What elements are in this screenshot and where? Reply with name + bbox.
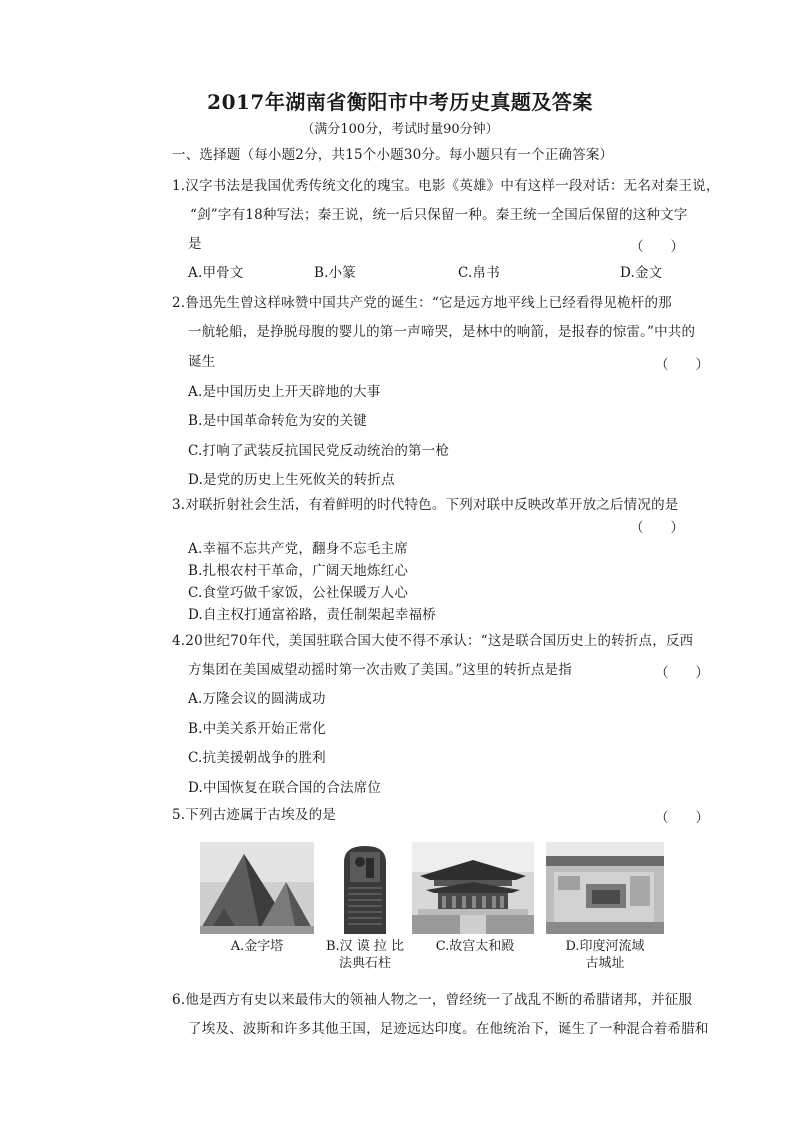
pyramids-image	[200, 842, 314, 934]
section-heading: 一、选择题（每小题2分，共15个小题30分。每小题只有一个正确答案）	[172, 147, 614, 163]
taihe-hall-image	[412, 842, 534, 934]
q4-option-a: A.万隆会议的圆满成功	[188, 691, 326, 707]
caption-b-line1: B.汉 谟 拉 比	[325, 939, 405, 954]
q3-option-d: D.自主权打通富裕路，责任制架起幸福桥	[188, 607, 436, 623]
q2-option-d: D.是党的历史上生死攸关的转折点	[188, 472, 395, 488]
q5-answer-paren: （ ）	[655, 810, 709, 826]
q6-line1: 6.他是西方有史以来最伟大的领袖人物之一，曾经统一了战乱不断的希腊诸邦，并征服	[172, 992, 693, 1008]
q1-line3: 是	[188, 236, 202, 252]
q2-option-c: C.打响了武装反抗国民党反动统治的第一枪	[188, 443, 450, 459]
q2-line2: 一航轮船，是挣脱母腹的婴儿的第一声啼哭，是林中的响箭，是报春的惊雷。”中共的	[188, 324, 696, 340]
q1-line2: “剑”字有18种写法；秦王说，统一后只保留一种。秦王统一全国后保留的这种文字	[190, 207, 688, 223]
q2-line1: 2.鲁迅先生曾这样咏赞中国共产党的诞生：“它是远方地平线上已经看得见桅杆的那	[172, 295, 672, 311]
caption-d-line2: 古城址	[585, 956, 625, 971]
q4-option-d: D.中国恢复在联合国的合法席位	[188, 780, 382, 796]
q1-option-b: B.小篆	[314, 265, 357, 281]
q3-option-b: B.扎根农村干革命，广阔天地炼红心	[188, 563, 409, 579]
q2-option-a: A.是中国历史上开天辟地的大事	[188, 384, 381, 400]
q2-answer-paren: （ ）	[655, 357, 709, 373]
caption-b-line2: 法典石柱	[338, 956, 391, 971]
indus-ruins-image	[546, 842, 664, 934]
caption-d-line1: D.印度河流域	[565, 939, 645, 954]
q1-option-d: D.金文	[620, 265, 663, 281]
q4-line2: 方集团在美国威望动摇时第一次击败了美国。”这里的转折点是指	[188, 662, 572, 678]
hammurabi-stele-image	[330, 842, 400, 934]
q3-option-a: A.幸福不忘共产党，翻身不忘毛主席	[188, 541, 408, 557]
q1-line1: 1.汉字书法是我国优秀传统文化的瑰宝。电影《英雄》中有这样一段对话：无名对秦王说，	[172, 178, 720, 194]
page-title: 2017年湖南省衡阳市中考历史真题及答案	[207, 90, 593, 114]
q2-option-b: B.是中国革命转危为安的关键	[188, 413, 368, 429]
caption-c: C.故宫太和殿	[435, 939, 515, 954]
caption-a: A.金字塔	[230, 939, 284, 954]
q1-option-c: C.帛书	[458, 265, 500, 281]
q6-line2: 了埃及、波斯和许多其他王国，足迹远达印度。在他统治下，诞生了一种混合着希腊和	[188, 1021, 709, 1037]
q3-answer-paren: （ ）	[630, 520, 684, 536]
q5-line1: 5.下列古迹属于古埃及的是	[172, 807, 336, 823]
q3-option-c: C.食堂巧做千家饭，公社保暖万人心	[188, 585, 409, 601]
q4-option-b: B.中美关系开始正常化	[188, 721, 326, 737]
q4-answer-paren: （ ）	[655, 665, 709, 681]
q1-answer-paren: （ ）	[630, 239, 684, 255]
q4-line1: 4.20世纪70年代，美国驻联合国大使不得不承认：“这是联合国历史上的转折点，反西	[172, 633, 694, 649]
page-subtitle: （满分100分，考试时量90分钟）	[301, 122, 499, 137]
q1-option-a: A.甲骨文	[188, 265, 244, 281]
q3-line1: 3.对联折射社会生活，有着鲜明的时代特色。下列对联中反映改革开放之后情况的是	[172, 497, 679, 513]
q4-option-c: C.抗美援朝战争的胜利	[188, 750, 326, 766]
q2-line3: 诞生	[188, 354, 216, 370]
